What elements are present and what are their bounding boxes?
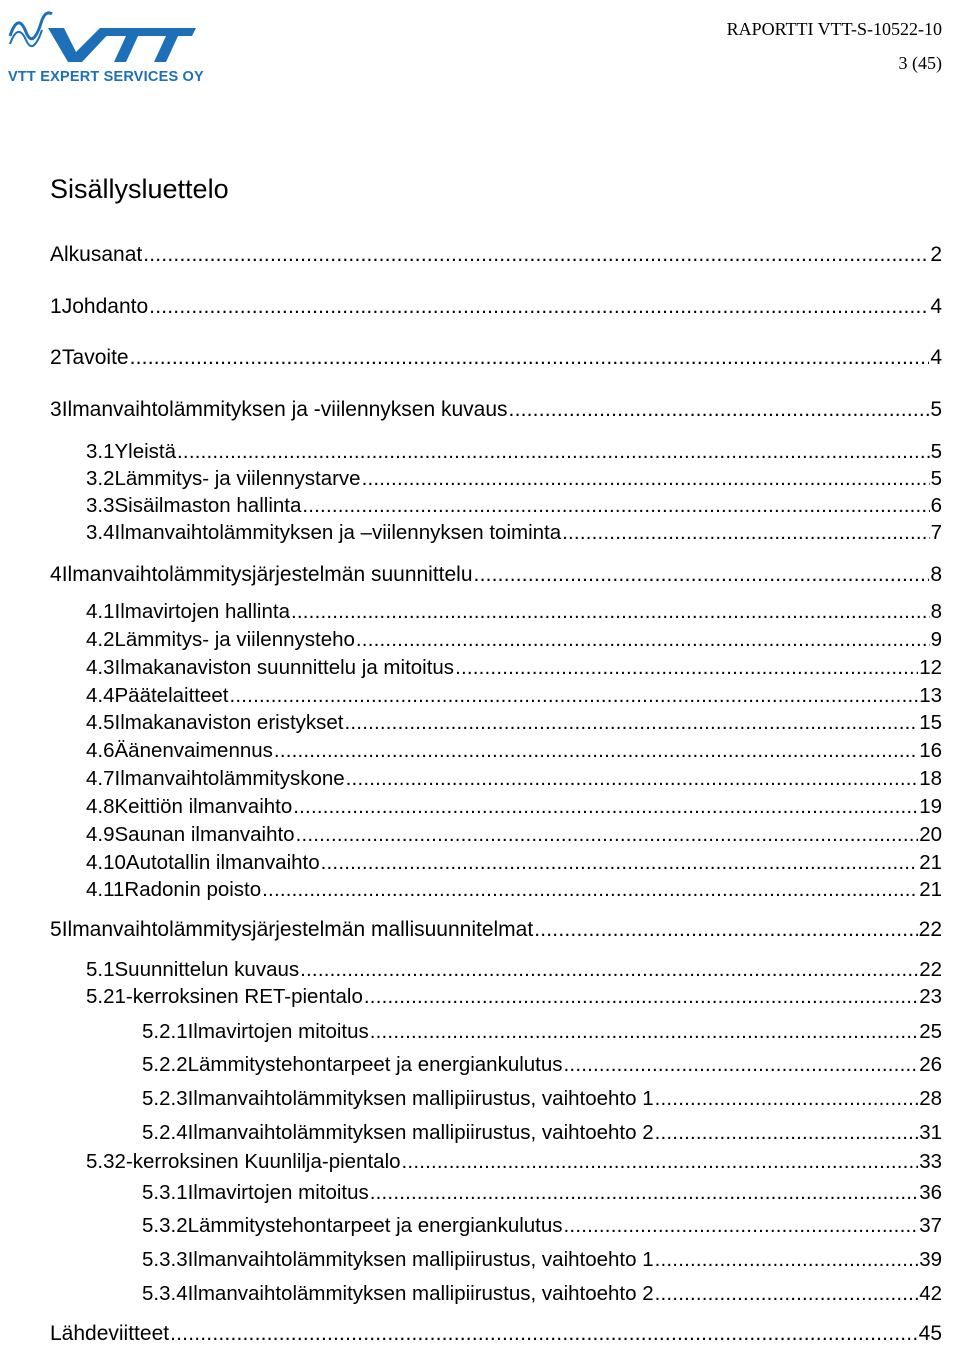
toc-entry-label: Ilmanvaihtolämmitysjärjestelmän suunnittelu (61, 563, 473, 586)
toc-entry[interactable] (50, 398, 942, 422)
toc-entry[interactable] (86, 795, 942, 819)
toc-entry-label: Yleistä (114, 440, 177, 463)
toc-entry-label: Autotallin ilmanvaihto (125, 851, 320, 874)
dot-leader (300, 958, 918, 982)
toc-entry-page: 37 (919, 1214, 942, 1237)
toc-entry-label: Lämmitys- ja viilennysteho (114, 628, 355, 651)
toc-entry[interactable] (142, 1053, 942, 1077)
toc-entry-number: 2 (50, 346, 62, 369)
dot-leader (370, 1020, 918, 1044)
toc-entry-page: 45 (918, 1322, 942, 1345)
toc-entry-number: 5 (50, 918, 62, 941)
dot-leader (562, 521, 929, 545)
toc-entry-page: 19 (919, 795, 942, 818)
toc-entry-page: 16 (919, 739, 942, 762)
toc-entry[interactable] (142, 1248, 942, 1272)
toc-entry-page: 8 (930, 563, 942, 586)
toc-entry[interactable] (86, 628, 942, 652)
page-number: 3 (45) (898, 53, 942, 73)
toc-entry-page: 8 (930, 600, 942, 623)
toc-entry-number: 5.3.3 (142, 1248, 188, 1271)
toc-entry-label: Ilmavirtojen mitoitus (187, 1181, 369, 1204)
toc-entry[interactable] (86, 494, 942, 518)
dot-leader (356, 628, 930, 652)
toc-entry-page: 23 (919, 985, 942, 1008)
toc-entry-page: 6 (930, 494, 942, 517)
dot-leader (509, 398, 930, 422)
toc-entry-label: Ilmanvaihtolämmityksen ja -viilennyksen kuvaus (61, 398, 508, 421)
toc-entry-number: 5.2.3 (142, 1087, 188, 1110)
toc-entry[interactable] (142, 1282, 942, 1306)
toc-entry[interactable] (50, 1322, 942, 1346)
toc-entry-page: 20 (919, 823, 942, 846)
toc-entry-page: 9 (930, 628, 942, 651)
toc-entry-page: 7 (930, 521, 942, 544)
dot-leader (655, 1087, 919, 1111)
toc-entry-label: Johdanto (61, 295, 149, 318)
toc-entry-number: 5.3 (86, 1150, 115, 1173)
toc-entry[interactable] (86, 440, 942, 464)
vtt-logo (6, 6, 204, 85)
toc-entry-number: 5.2.1 (142, 1020, 188, 1043)
toc-entry-label: Tavoite (62, 346, 129, 369)
toc-entry-number: 4.1 (86, 600, 115, 623)
dot-leader (370, 1181, 918, 1205)
toc-entry[interactable] (86, 985, 942, 1009)
toc-entry-number: 4.11 (86, 878, 125, 901)
toc-entry-page: 12 (919, 656, 942, 679)
toc-entry-page: 21 (919, 878, 942, 901)
toc-entry[interactable] (142, 1214, 942, 1238)
toc-entry-number: 4.10 (86, 851, 126, 874)
toc-entry[interactable] (86, 851, 942, 875)
toc-entry[interactable] (50, 918, 942, 942)
toc-entry-number: 4.7 (86, 767, 115, 790)
toc-title: Sisällysluettelo (50, 174, 229, 204)
toc-entry[interactable] (50, 243, 942, 267)
toc-entry-page: 42 (919, 1282, 942, 1305)
toc-entry-label: Ilmavirtojen mitoitus (187, 1020, 369, 1043)
toc-entry-page: 13 (919, 684, 942, 707)
toc-entry-page: 39 (919, 1248, 942, 1271)
toc-entry-label: Keittiön ilmanvaihto (114, 795, 293, 818)
toc-entry-number: 1 (50, 295, 62, 318)
toc-entry[interactable] (50, 295, 942, 319)
dot-leader (655, 1248, 919, 1272)
toc-entry[interactable] (86, 684, 942, 708)
toc-entry-number: 4.2 (86, 628, 115, 651)
toc-entry-label: 1-kerroksinen RET-pientalo (114, 985, 363, 1008)
toc-entry-page: 25 (919, 1020, 942, 1043)
toc-entry-number: 4 (50, 563, 62, 586)
vtt-logo-mark (6, 6, 196, 66)
toc-entry[interactable] (86, 878, 942, 902)
toc-entry-number: 4.6 (86, 739, 115, 762)
toc-entry-page: 28 (919, 1087, 942, 1110)
toc-entry-number: 4.4 (86, 684, 115, 707)
dot-leader (170, 1322, 918, 1346)
dot-leader (143, 243, 929, 267)
dot-leader (655, 1121, 919, 1145)
toc-entry-page: 5 (930, 440, 942, 463)
toc-entry-number: 4.8 (86, 795, 115, 818)
toc-entry-label: Suunnittelun kuvaus (114, 958, 300, 981)
toc-entry-label: Lämmitystehontarpeet ja energiankulutus (187, 1214, 563, 1237)
toc-entry-label: Ilmanvaihtolämmityksen mallipiirustus, vaihtoehto 1 (187, 1087, 654, 1110)
toc-entry[interactable] (86, 600, 942, 624)
toc-entry-page: 31 (919, 1121, 942, 1144)
toc-entry-label: Ilmanvaihtolämmityksen mallipiirustus, vaihtoehto 1 (187, 1248, 654, 1271)
dot-leader (455, 656, 918, 680)
toc-entry[interactable] (142, 1121, 942, 1145)
toc-entry[interactable] (50, 563, 942, 587)
toc-entry-page: 22 (919, 958, 942, 981)
dot-leader (564, 1214, 919, 1238)
toc-entry-page: 36 (919, 1181, 942, 1204)
dot-leader (534, 918, 917, 942)
toc-entry-label: Ilmanvaihtolämmityksen mallipiirustus, vaihtoehto 2 (187, 1121, 654, 1144)
toc-entry-number: 5.3.4 (142, 1282, 188, 1305)
dot-leader (345, 711, 919, 735)
toc-entry-label: Ilmanvaihtolämmityksen mallipiirustus, vaihtoehto 2 (187, 1282, 654, 1305)
toc-entry-number: 4.5 (86, 711, 115, 734)
toc-entry[interactable] (142, 1181, 942, 1205)
toc-entry-label: Lämmitystehontarpeet ja energiankulutus (187, 1053, 563, 1076)
toc-entry-page: 5 (930, 398, 942, 421)
toc-entry-page: 18 (919, 767, 942, 790)
dot-leader (229, 684, 918, 708)
toc-entry-page: 21 (919, 851, 942, 874)
toc-entry[interactable] (86, 767, 942, 791)
toc-entry-label: Lämmitys- ja viilennystarve (114, 467, 361, 490)
toc-entry-label: Ilmanvaihtolämmityskone (114, 767, 345, 790)
toc-entry-page: 4 (930, 346, 942, 369)
toc-entry[interactable] (86, 823, 942, 847)
toc-entry[interactable] (86, 467, 942, 491)
toc-entry-page: 22 (918, 918, 942, 941)
toc-entry-number: 5.2 (86, 985, 115, 1008)
toc-entry-page: 2 (930, 243, 942, 266)
toc-entry-number: 5.3.1 (142, 1181, 188, 1204)
dot-leader (130, 346, 930, 370)
toc-entry[interactable] (50, 346, 942, 370)
dot-leader (296, 823, 919, 847)
toc-entry-number: 5.3.2 (142, 1214, 188, 1237)
toc-entry-label: Saunan ilmanvaihto (114, 823, 295, 846)
dot-leader (302, 494, 929, 518)
dot-leader (291, 600, 930, 624)
toc-entry-number: 3.1 (86, 440, 115, 463)
toc-entry-label: Ilmavirtojen hallinta (114, 600, 290, 623)
toc-entry[interactable] (86, 958, 942, 982)
toc-entry-label: Päätelaitteet (114, 684, 229, 707)
toc-entry-label: Ilmakanaviston eristykset (114, 711, 344, 734)
toc-entry-label: Lähdeviitteet (50, 1322, 170, 1345)
toc-entry[interactable] (86, 739, 942, 763)
toc-entry-label: Ilmanvaihtolämmityksen ja –viilennyksen toiminta (114, 521, 562, 544)
toc-entry-label: Alkusanat (50, 243, 143, 266)
toc-entry-page: 33 (919, 1150, 942, 1173)
toc-entry-number: 4.3 (86, 656, 115, 679)
toc-entry-label: Ilmanvaihtolämmitysjärjestelmän mallisuunnitelmat (61, 918, 534, 941)
dot-leader (564, 1053, 919, 1077)
toc-entry-page: 26 (919, 1053, 942, 1076)
dot-leader (346, 767, 919, 791)
toc-entry-label: Äänenvaimennus (114, 739, 273, 762)
toc-entry[interactable] (142, 1020, 942, 1044)
toc-entry-page: 4 (930, 295, 942, 318)
toc-entry[interactable] (142, 1087, 942, 1111)
toc-entry[interactable] (86, 656, 942, 680)
toc-entry-label: Sisäilmaston hallinta (114, 494, 302, 517)
dot-leader (364, 985, 918, 1009)
toc-entry-number: 5.2.2 (142, 1053, 188, 1076)
toc-entry[interactable] (86, 1150, 942, 1174)
dot-leader (655, 1282, 919, 1306)
dot-leader (293, 795, 918, 819)
dot-leader (177, 440, 930, 464)
dot-leader (262, 878, 918, 902)
dot-leader (402, 1150, 919, 1174)
dot-leader (362, 467, 930, 491)
toc-entry-number: 3.2 (86, 467, 115, 490)
report-id: RAPORTTI VTT-S-10522-10 (726, 19, 942, 39)
toc-entry-page: 5 (930, 467, 942, 490)
toc-entry-number: 3.3 (86, 494, 115, 517)
toc-entry-number: 3.4 (86, 521, 115, 544)
company-name: VTT EXPERT SERVICES OY (8, 69, 204, 85)
toc-entry-page: 15 (919, 711, 942, 734)
toc-entry-label: 2-kerroksinen Kuunlilja-pientalo (114, 1150, 401, 1173)
toc-entry-number: 4.9 (86, 823, 115, 846)
toc-entry[interactable] (86, 521, 942, 545)
toc-entry-number: 3 (50, 398, 62, 421)
dot-leader (321, 851, 919, 875)
dot-leader (149, 295, 929, 319)
toc-entry-label: Radonin poisto (124, 878, 262, 901)
toc-entry-number: 5.2.4 (142, 1121, 188, 1144)
toc-entry[interactable] (86, 711, 942, 735)
toc-entry-number: 5.1 (86, 958, 115, 981)
toc-entry-label: Ilmakanaviston suunnittelu ja mitoitus (114, 656, 455, 679)
dot-leader (474, 563, 930, 587)
dot-leader (274, 739, 918, 763)
